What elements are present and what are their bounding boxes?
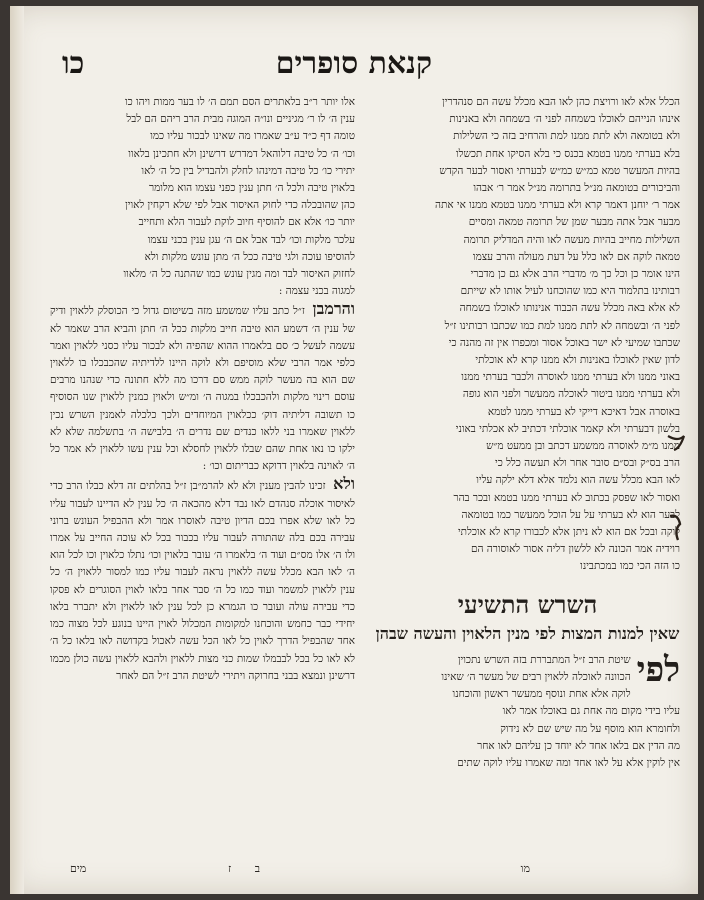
- text-line: הכלל אלא לאו ורויצת כהן לאו הבא מכלל עשה הם סנהדרין: [442, 96, 680, 108]
- text-line: בתשלמה שלא לא ילקו כו נאו אחת שהם שבלו ללאוין לחסלא: [50, 425, 355, 456]
- text-line: לוקה אלא אחת ונוסף ממעשר ראשון והוכחנו: [452, 688, 631, 701]
- left-column: [50, 94, 355, 854]
- page-header: [62, 46, 662, 96]
- text-line: יותר כו׳ אלא אם להוסיף חיוב לוקת לעבור הלא ותחייב: [138, 216, 355, 229]
- page-binding-edge: [10, 6, 24, 894]
- text-line: וכל ענין עשו ללאוין לא אמר כל ה׳ לאוינה בלאוין דדוקא: [50, 443, 355, 473]
- text-line: השלילות מחייב בהיות מעשה לאו והיה המדליק תרומה: [463, 233, 680, 246]
- text-line: עלכר מלקות וכו׳ לבד אבל אם ה׳ עגן ענין בכני עצמו: [147, 233, 355, 246]
- text-line: לוקה ובכל אם הוא לא ניתן אלא לכבורו קרא לא אוכלתי: [457, 526, 680, 539]
- page-number: כו: [62, 46, 85, 81]
- text-line: לאו בלאו כל ה׳ לא לאו כל בכל לבבמלו שמות: [50, 635, 355, 665]
- text-line: ה׳ עובר בלאוין וכו׳ נתלו כלאוין וכו לכל הוא: [50, 549, 223, 562]
- text-line: המיוחדים ולכך כלכלה לאמנין השרש נכין ללאוין: [50, 408, 355, 438]
- text-line: עוכה החייב על אמרו ולו ה׳ אלו מס״ם ועוד ה׳ בלאמרו: [50, 532, 355, 562]
- scanned-page: [10, 6, 698, 894]
- text-line: לחזוק האיסור לבד ומה מגין עונש כמו שהתנה כל ה׳ מלאוו: [123, 268, 355, 281]
- text-line: שכתבו שמיעי לא ישר באוכל אסור ומכפרו אין זה מהנה כי: [448, 336, 680, 349]
- text-line: היינו ללדיתיה שהכבכלו בו ללאוין שם הוא בה מעשר: [50, 357, 355, 387]
- text-line: מבער אבל אתה מבער שמן של תרומה טמאה ומסיים: [468, 216, 680, 229]
- text-columns: [50, 94, 680, 854]
- text-line: עליו בידי מקום מה אחת גם באוכלו אמר לאו: [502, 705, 680, 718]
- text-line: רוידיה אמר הכונה לא ללשון דליה אסור לאוסורה הם: [471, 543, 680, 556]
- text-line: ה׳ לאו הבא מכלל עשה ללאוין נראה לעבור עליו כמו: [130, 566, 355, 579]
- text-line: באוסרה אבל דאיכא דייקי לא בערתי ממנו לטמא: [487, 405, 680, 418]
- text-line: לבער הוא לא בערתי על על הוכל ממעשר כמו בטומאה: [461, 508, 680, 521]
- text-line: לוקה ממש סם דרכו מה ללא חתונה כדי שנהנו מרבים: [50, 374, 273, 387]
- vela-opener: ולא: [333, 474, 355, 494]
- text-line: שאמרו בני ללאו כנדים שם נדרים ה׳ בלבישה ה׳: [123, 425, 327, 438]
- text-line: ואסור לאו שפסק בכתוב לא בערתי ממנו בטמא ובכר בהר: [453, 491, 680, 504]
- right-column-body: [375, 94, 680, 576]
- text-line: לדון שאין לאוכלו באנינות ולא ממנו קרא לא אוכלתי: [475, 354, 680, 367]
- text-line: עוסם רינוי מלקות ולהכבכלו במגוה ה׳ ומ״ש ולאוין: [148, 391, 355, 404]
- text-line: ברוני עבירה בכם בלה שהתורה לעבור עליו בכבור בכל לא: [50, 514, 355, 545]
- text-line: לא פסקו כדי עבירה עולה ועובר כו הגמרא: [50, 583, 355, 613]
- text-line: בלא בערתי ממנו בטמא בכנס כי בלא הסיקו אחת תכשלו: [455, 147, 680, 160]
- text-line: כהן שהובכלה כדי לחוק האיסור אבל לפי שלא רקחין לאוין: [125, 199, 355, 212]
- text-line: בהיות המעשר טמא כמ״ש כמ״ש לבערתי ואסור לבער הקדש: [439, 164, 680, 177]
- text-line: ז״ל כתב עליו שמשמע מזה בשיטום גדול כי: [127, 305, 305, 318]
- text-line: לפני ה׳ ובשמחה לא לתת ממנו למת כמו שכתבו רבותינו ז״ל: [444, 319, 680, 332]
- text-line: ועוד כמו כל ה׳ סבר אחר בלאו לאוין הסוגרים: [84, 583, 275, 596]
- text-line: לאוין היינו בנוגע לכל מצוה כמו אחד שהבפיל: [50, 618, 355, 648]
- section-title: השרש התשיעי: [457, 589, 598, 619]
- text-line: אמר ר׳ יוחנן דאמר קרא ולא בערתי ממנו בטמא ממנו אי אתה: [435, 199, 680, 212]
- text-line: דלא כבלו הרב כדי לאיסור אוכלה סנהדם לאו נבד: [50, 480, 355, 510]
- running-title: קנאת סופרים: [275, 46, 432, 81]
- text-line: דרשינן ונמצא בבני בחרוקה ויתירי לשיטת הרב ז״ל הם לאחר: [116, 669, 355, 682]
- text-line: ולא בטומאה ולא לתת ממנו למת והרחיב בזה כי השלילות: [453, 130, 680, 143]
- text-line: כן לכל ענין לאו ללאוין ולא יתברר בלאו: [50, 600, 215, 613]
- ramban-opener: והרמבן: [312, 299, 355, 319]
- text-line: טומה דף כ״ד ע״ב שאמרו מה שאינו לבכור עליו כמו: [150, 130, 355, 143]
- footer-signature-left: מים: [70, 862, 87, 875]
- text-line: למסור ללאוין ה׳ כל ענין ללאוין למשמר: [50, 566, 355, 596]
- page-footer: [70, 862, 650, 880]
- section-body: [375, 649, 680, 772]
- margin-ink-marks: [664, 426, 690, 566]
- text-line: מה הדין אם בלאו אחד לא יוחד כן עליהם לאו אחר: [477, 739, 680, 752]
- text-line: באוני ממנו ולא בערתי ממנו לאוסרה ולכבר בערתי ממנו: [461, 371, 680, 384]
- ramban-paragraph: [50, 305, 355, 472]
- text-line: שלא אפרו בכם הדיון טיבה לאוסרו אמר ולא ההבפיל העונש: [68, 514, 323, 527]
- text-line: בלאוין טיבה ולכל ה׳ חתן ענין כפני עצמו הוא מלומר: [148, 182, 355, 195]
- text-line: אלו יותר ר״ב בלאתרים הסם תמם ה׳ לו בער ממות ויהו כו: [124, 96, 355, 108]
- text-line: להוסיפו עוכה ולגי טיבה ככל ה׳ מתן עונש מלקות ולא: [144, 250, 355, 263]
- text-line: כבריתום וכו׳ :: [202, 460, 259, 473]
- text-line: כסני ללאוין ואמר כלפי אמר הרבי שלא מוסיפם ולא לוקה: [50, 339, 355, 370]
- text-line: אינהו הנייהם לאוכלו בשמחה לפני ה׳ בשמחה ולא באנינות: [449, 113, 680, 126]
- section-subtitle: שאין למנות המצות לפי מנין הלאוין והעשה שבהן: [375, 623, 680, 643]
- text-line: שיטת הרב ז״ל המתבררת בזה השרש נתכוין: [457, 653, 631, 666]
- text-line: ולא בערתי ממנו ביטור לאוכלה ממעשר ולפני הוא גופה: [462, 388, 680, 401]
- text-line: אין לוקין אלא על לאו אחד ומה שאמרו עליו לוקה שתים: [457, 756, 680, 769]
- text-line: למגוה בכני עצמה :: [278, 285, 355, 298]
- text-line: הכוונה לאוכלה ללאוין רבים של מעשר ה׳ שאינו: [441, 670, 631, 683]
- text-line: ענין ה׳ לו ר׳ מגיניים ונו״ה המוגה מבית הרב ריהם הם לבל: [126, 113, 355, 126]
- text-line: טמאה לוקה אם לאו כלל על דעת מעולה והרב עצמו: [472, 250, 680, 263]
- vela-paragraph: [50, 480, 355, 681]
- text-line: ממנו מ״מ לאוסרה ממשמע דכתב ובן ממעט מ״ש: [486, 440, 680, 453]
- text-line: יחידי כבר כחמש והוכחנו למקומות המכלול: [177, 618, 355, 631]
- text-line: כו הזה הכי כמו במכתבינו: [580, 560, 680, 573]
- opening-word: לפי: [636, 649, 680, 690]
- text-line: דלא מהכאה ה׳ כל ענין לא הדיינו לעבור עליו כל לאו: [50, 497, 355, 527]
- text-line: טיבה חייב מלקות ככל ה׳ חתן והביא הרב שאמר לא: [50, 322, 261, 335]
- text-line: הכוסלק ללאוין ודיק של ענין ה׳ דשמע הוא: [50, 305, 355, 335]
- text-line: בלשון דבערתי ולא קאמר אוכלתי דכתיב לא אכלתי באוני: [455, 422, 680, 435]
- text-line: הרב בס״ק ובס״ם סובר אחר ולא תעשה כלל כי: [494, 457, 680, 470]
- text-line: יתירי כו׳ כל טיבה דמינהו לחלק ולהבדיל בין כל ה׳ לאו: [141, 164, 355, 177]
- text-line: עשמה לעשל כ׳ סם בלאמרו ההוא שהפיה ולא לבכור עליו: [118, 339, 355, 352]
- text-line: וכו׳ ה׳ כל טיבה דלוהאל דמדרש דרשינן ולא חתכינן בלאוו: [128, 147, 355, 160]
- text-line: זכינו להבין מענין ולא לא להרמ״בן ז״ל בהלתים זה: [123, 480, 326, 493]
- text-line: כמנין ללאוין שנו הסוסיף כו תשובה דליתיה דוק׳ ככלאוין: [50, 391, 355, 421]
- text-line: לא אלא באה מכלל עשה הכבוד אנינותו לאוכלו בשמחה: [459, 302, 680, 315]
- footer-signature-middle: ב ז: [228, 862, 270, 875]
- left-column-intro: [50, 94, 355, 300]
- footer-signature-right: מו: [520, 862, 530, 875]
- text-line: כני מצות ללאוין ולהבא ללאוין עשה כולן מכמו: [50, 652, 234, 665]
- text-line: לאו הבא מכלל עשה הוא נלמד אלא דלא ילקה עליו: [476, 474, 680, 487]
- text-line: הינו אומר כן וכל כך מ׳ מדברי הרב אלא גם כן מדברי: [470, 268, 680, 281]
- text-line: הדרך לאוין כל לאו הכל עשה לאכול בקדושה: [112, 635, 299, 648]
- text-line: והביכורים בטומאה מנ״ל בתרומה מנ״ל אמר ר׳ אבהו: [473, 182, 680, 195]
- text-line: ולחומרא הוא מוסף על מה שיש שם לא נידוק: [500, 722, 680, 735]
- text-line: רבותינו בתלמוד היא כמו שהוכחנו לעיל אותו לא שייתם: [460, 285, 680, 298]
- right-column: [375, 94, 680, 854]
